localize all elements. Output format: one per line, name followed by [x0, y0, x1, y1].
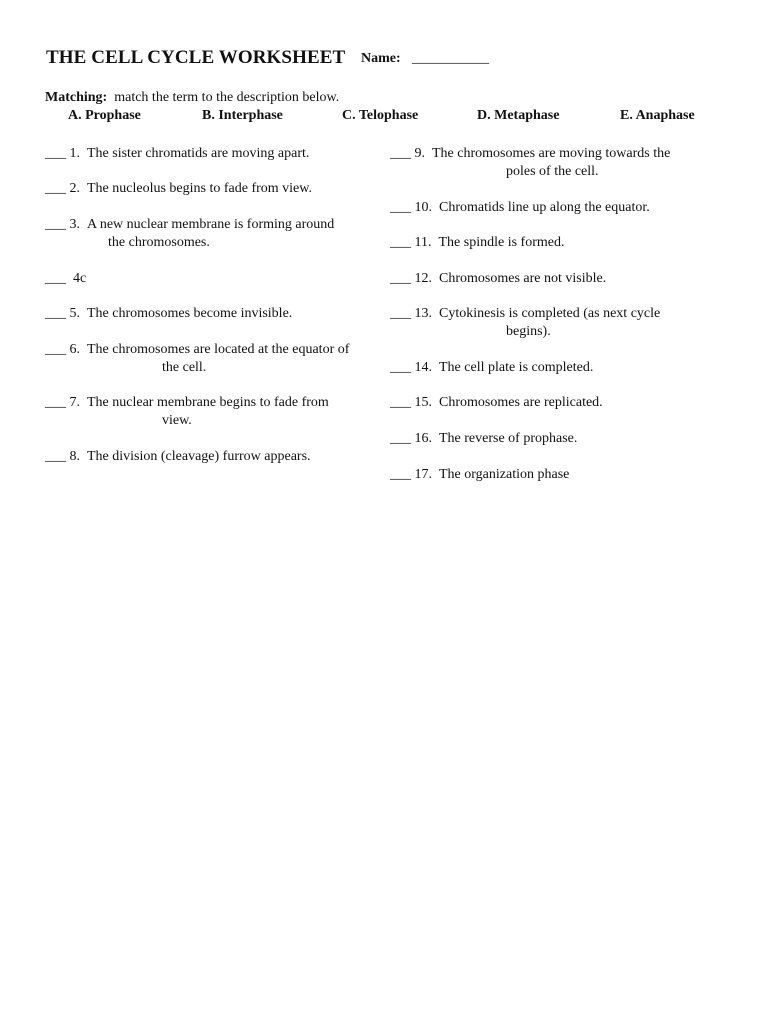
- question-text: The division (cleavage) furrow appears.: [87, 449, 311, 464]
- question-number: 1.: [69, 146, 80, 161]
- question-number: 13.: [414, 306, 432, 321]
- answer-blank: ___: [390, 235, 411, 250]
- question-9: [390, 145, 670, 163]
- answer-blank: ___: [390, 146, 411, 161]
- question-number: 15.: [414, 395, 432, 410]
- answer-blank: ___: [45, 271, 66, 286]
- question-8: [45, 448, 311, 466]
- question-13: [390, 305, 660, 323]
- question-7-continued: view.: [162, 413, 192, 428]
- option-a: A. Prophase: [68, 108, 141, 123]
- question-1: [45, 145, 309, 163]
- worksheet-title: THE CELL CYCLE WORKSHEET: [46, 47, 346, 68]
- question-text: The chromosomes become invisible.: [87, 306, 293, 321]
- question-number: 8.: [69, 449, 80, 464]
- answer-blank: ___: [390, 395, 411, 410]
- question-13-continued: begins).: [506, 324, 551, 339]
- question-3: [45, 216, 334, 234]
- question-number: 2.: [69, 181, 80, 196]
- question-text: A new nuclear membrane is forming around: [87, 217, 335, 232]
- question-text: The organization phase: [439, 467, 570, 482]
- question-text: The chromosomes are moving towards the: [432, 146, 671, 161]
- answer-blank: ___: [45, 306, 66, 321]
- answer-blank: ___: [45, 217, 66, 232]
- answer-blank: ___: [390, 360, 411, 375]
- question-number: 10.: [414, 200, 432, 215]
- question-text: Chromosomes are replicated.: [439, 395, 603, 410]
- question-text: Chromatids line up along the equator.: [439, 200, 650, 215]
- question-5: [45, 305, 292, 323]
- question-text: The nucleolus begins to fade from view.: [87, 181, 312, 196]
- instructions: [45, 90, 339, 106]
- question-15: [390, 394, 603, 412]
- option-d: D. Metaphase: [477, 108, 560, 123]
- question-9-continued: poles of the cell.: [506, 164, 599, 179]
- question-number: 9.: [414, 146, 425, 161]
- question-text: The sister chromatids are moving apart.: [87, 146, 310, 161]
- option-b: B. Interphase: [202, 108, 283, 123]
- question-text: 4c: [73, 271, 87, 286]
- question-text: The nuclear membrane begins to fade from: [87, 395, 329, 410]
- name-label: Name:: [361, 51, 401, 66]
- question-11: [390, 234, 564, 252]
- question-14: [390, 359, 593, 377]
- answer-blank: ___: [390, 200, 411, 215]
- answer-blank: ___: [390, 431, 411, 446]
- question-10: [390, 199, 650, 217]
- question-16: [390, 430, 577, 448]
- option-e: E. Anaphase: [620, 108, 695, 123]
- answer-blank: ___: [45, 342, 66, 357]
- question-6: [45, 341, 349, 359]
- answer-blank: ___: [45, 449, 66, 464]
- question-number: 3.: [69, 217, 80, 232]
- answer-blank: ___: [45, 146, 66, 161]
- question-7: [45, 394, 329, 412]
- name-blank: ___________: [412, 51, 489, 66]
- question-17: [390, 466, 569, 484]
- question-4: [45, 270, 86, 288]
- question-6-continued: the cell.: [162, 360, 207, 375]
- question-number: 6.: [69, 342, 80, 357]
- question-number: 11.: [414, 235, 432, 250]
- question-2: [45, 180, 312, 198]
- answer-blank: ___: [390, 467, 411, 482]
- question-number: 12.: [414, 271, 432, 286]
- answer-blank: ___: [390, 306, 411, 321]
- instructions-label: Matching:: [45, 90, 108, 105]
- instructions-text: match the term to the description below.: [114, 90, 340, 105]
- question-text: The spindle is formed.: [438, 235, 565, 250]
- question-text: Cytokinesis is completed (as next cycle: [439, 306, 661, 321]
- question-number: 5.: [69, 306, 80, 321]
- question-number: 17.: [414, 467, 432, 482]
- question-text: The cell plate is completed.: [439, 360, 594, 375]
- answer-blank: ___: [390, 271, 411, 286]
- question-text: The chromosomes are located at the equator of: [87, 342, 350, 357]
- question-text: The reverse of prophase.: [439, 431, 578, 446]
- option-c: C. Telophase: [342, 108, 419, 123]
- question-3-continued: the chromosomes.: [108, 235, 210, 250]
- answer-blank: ___: [45, 181, 66, 196]
- answer-blank: ___: [45, 395, 66, 410]
- question-number: 7.: [69, 395, 80, 410]
- question-text: Chromosomes are not visible.: [439, 271, 607, 286]
- question-number: 16.: [414, 431, 432, 446]
- question-12: [390, 270, 606, 288]
- question-number: 14.: [414, 360, 432, 375]
